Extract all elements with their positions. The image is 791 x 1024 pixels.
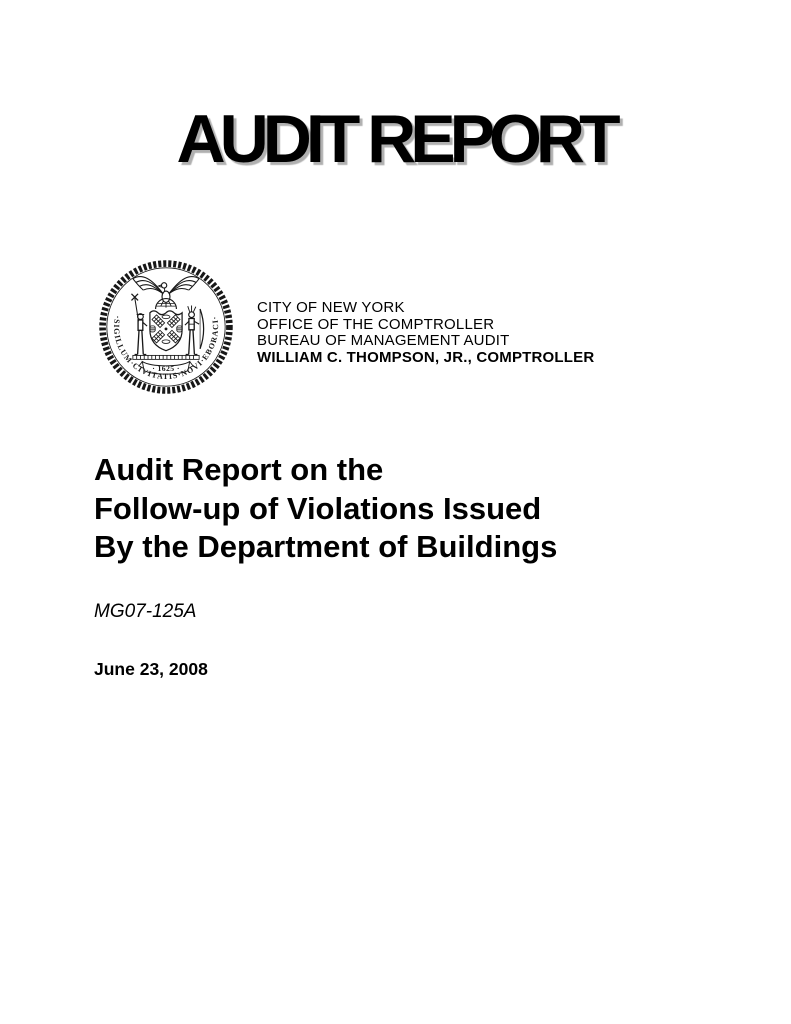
sailor-figure-icon (131, 294, 147, 355)
report-heading-line: Follow-up of Violations Issued (94, 490, 542, 526)
report-heading-line: By the Department of Buildings (94, 529, 558, 564)
seal-motto-text: ·SIGILLUM·CIVITATIS·NOVI·EBORACI· (111, 314, 221, 382)
seal-ground (133, 355, 199, 359)
year-banner (139, 362, 193, 375)
comptroller-name-line: WILLIAM C. THOMPSON, JR., COMPTROLLER (257, 348, 595, 366)
shield-icon (150, 311, 182, 351)
native-american-figure-icon (185, 306, 204, 355)
seal-year-text: · 1625 · (152, 363, 180, 373)
report-heading (94, 451, 557, 567)
report-title: AUDIT REPORT (176, 101, 615, 177)
agency-city-line: CITY OF NEW YORK (257, 299, 405, 316)
report-heading-line: Audit Report on the (94, 452, 384, 487)
report-date: June 23, 2008 (94, 659, 208, 679)
eagle-icon (133, 277, 199, 309)
agency-office-line: OFFICE OF THE COMPTROLLER (257, 315, 495, 333)
report-number: MG07-125A (94, 601, 197, 622)
nyc-seal-graphic (95, 256, 237, 398)
nyc-comptroller-seal-icon (95, 256, 237, 398)
agency-block (257, 300, 594, 366)
agency-bureau-line: BUREAU OF MANAGEMENT AUDIT (257, 332, 510, 349)
